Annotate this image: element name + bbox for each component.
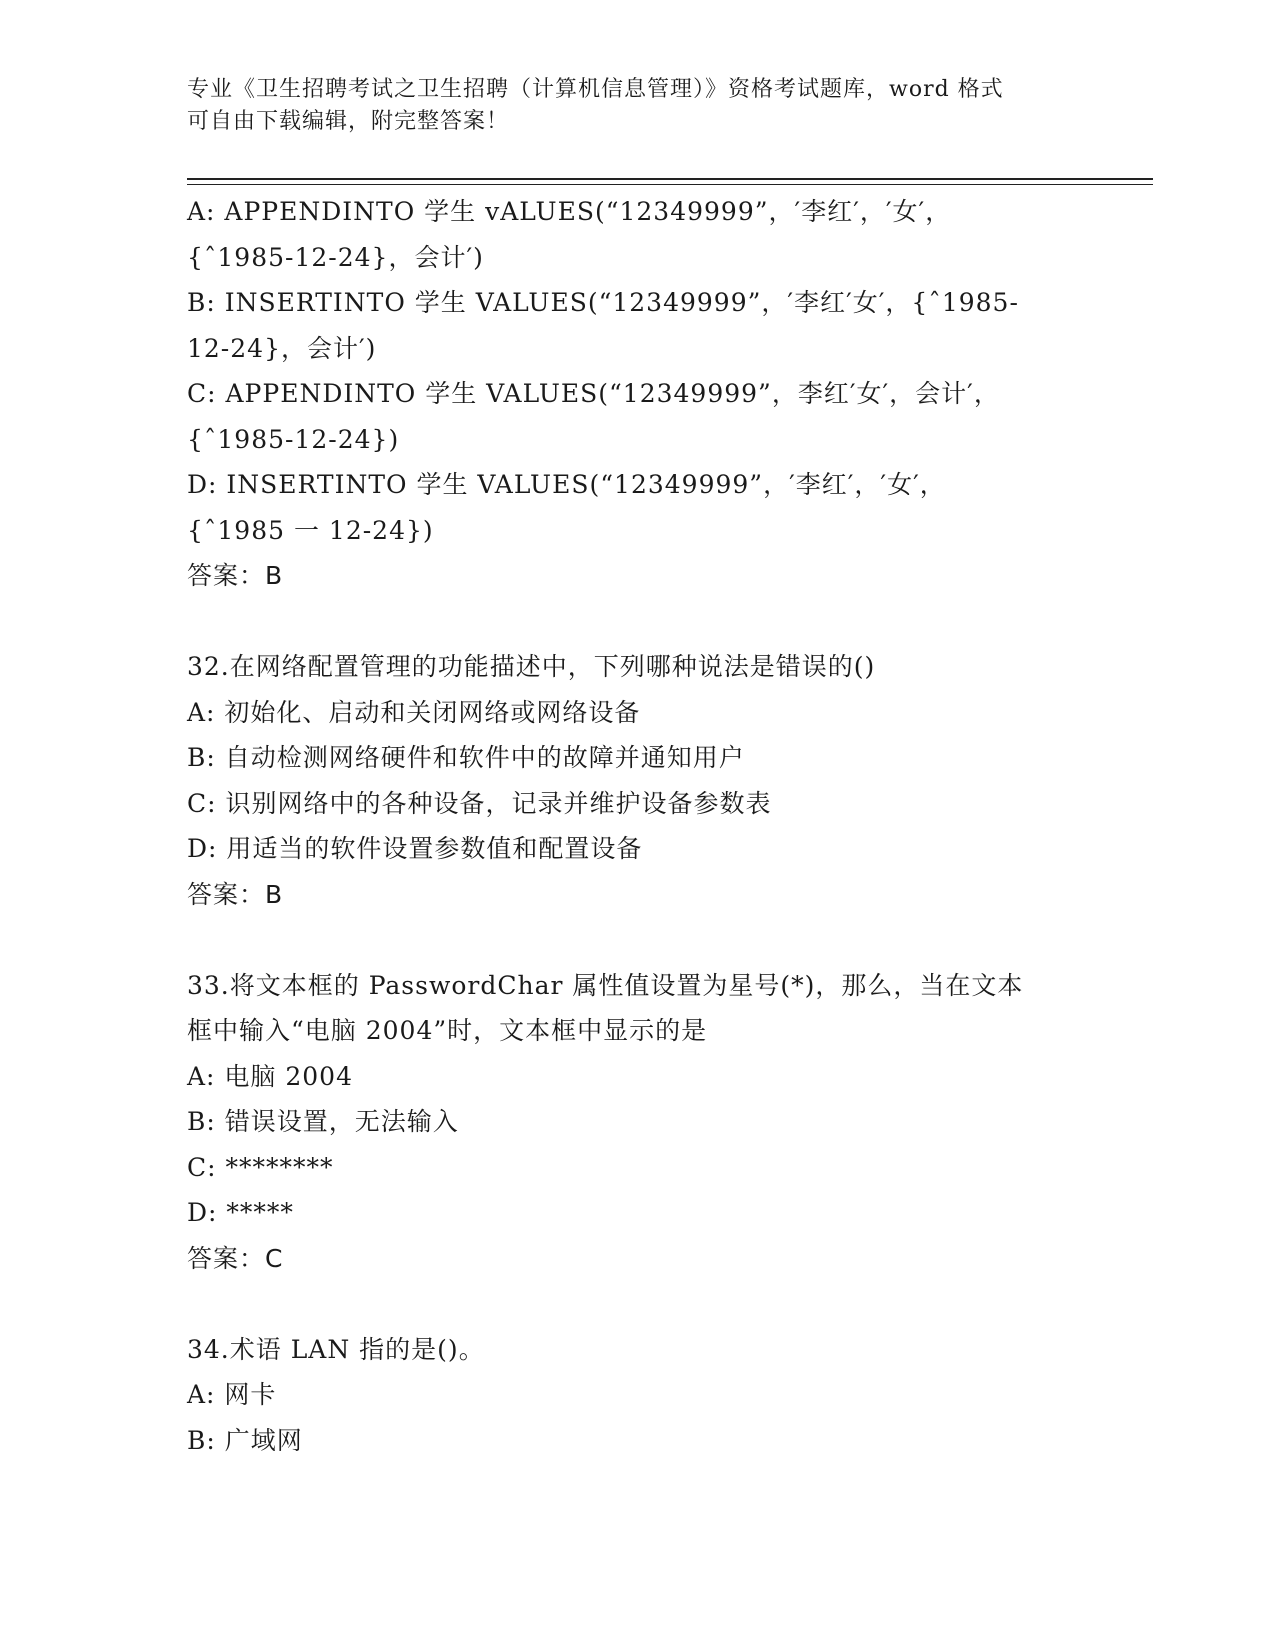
- q33-option-d: D: *****: [187, 1198, 294, 1227]
- q33-option-b: B: 错误设置，无法输入: [187, 1107, 459, 1136]
- q31-option-b-line-2: 12-24}，会计′): [187, 333, 377, 363]
- q31-option-a-line-1: A: APPENDINTO 学生 vALUES(“12349999”，′李红′，′女′，: [187, 197, 952, 226]
- question-32: [187, 644, 1087, 917]
- question-34: [187, 1327, 1087, 1464]
- question-33: [187, 963, 1087, 1282]
- q32-option-b: B: 自动检测网络硬件和软件中的故障并通知用户: [187, 743, 745, 772]
- document-header: [187, 74, 1067, 138]
- q34-option-a: A: 网卡: [187, 1380, 277, 1409]
- spacer: [187, 599, 1087, 645]
- q33-option-c: C: ********: [187, 1152, 334, 1182]
- q31-option-d-line-1: D: INSERTINTO 学生 VALUES(“12349999”，′李红′，′女′，: [187, 470, 946, 499]
- q32-option-c: C: 识别网络中的各种设备，记录并维护设备参数表: [187, 788, 772, 818]
- q32-option-d: D: 用适当的软件设置参数值和配置设备: [187, 834, 643, 863]
- q31-option-a-line-2: {ˆ1985-12-24}，会计′): [187, 242, 484, 272]
- spacer: [187, 1281, 1087, 1327]
- header-divider-thick: [187, 178, 1153, 180]
- header-divider-thin: [187, 184, 1153, 185]
- q31-option-d-line-2: {ˆ1985 一 12-24}): [187, 515, 434, 545]
- q33-option-a: A: 电脑 2004: [187, 1061, 353, 1091]
- q32-option-a: A: 初始化、启动和关闭网络或网络设备: [187, 697, 641, 727]
- q31-option-c-line-2: {ˆ1985-12-24}): [187, 424, 400, 454]
- q33-question-line-1: 33.将文本框的 PasswordChar 属性值设置为星号(*)，那么，当在文本: [187, 970, 1024, 1000]
- q32-answer: 答案：B: [187, 879, 284, 909]
- q33-answer: 答案：C: [187, 1243, 284, 1273]
- spacer: [187, 917, 1087, 963]
- question-31: [187, 189, 1087, 599]
- q34-option-b: B: 广域网: [187, 1425, 303, 1455]
- header-line-2: 可自由下载编辑，附完整答案！: [187, 109, 510, 134]
- q31-option-b-line-1: B: INSERTINTO 学生 VALUES(“12349999”，′李红′女′，{ˆ1985-: [187, 288, 1019, 317]
- q32-question: 32.在网络配置管理的功能描述中，下列哪种说法是错误的(): [187, 652, 876, 681]
- q34-question: 34.术语 LAN 指的是()。: [187, 1334, 485, 1364]
- q31-answer: 答案：B: [187, 561, 284, 590]
- header-line-1: 专业《卫生招聘考试之卫生招聘（计算机信息管理）》资格考试题库，word 格式: [187, 77, 1004, 102]
- question-list: [187, 189, 1087, 1463]
- q33-question-line-2: 框中输入“电脑 2004”时，文本框中显示的是: [187, 1016, 708, 1045]
- q31-option-c-line-1: C: APPENDINTO 学生 VALUES(“12349999”，李红′女′，会计′，: [187, 379, 1000, 408]
